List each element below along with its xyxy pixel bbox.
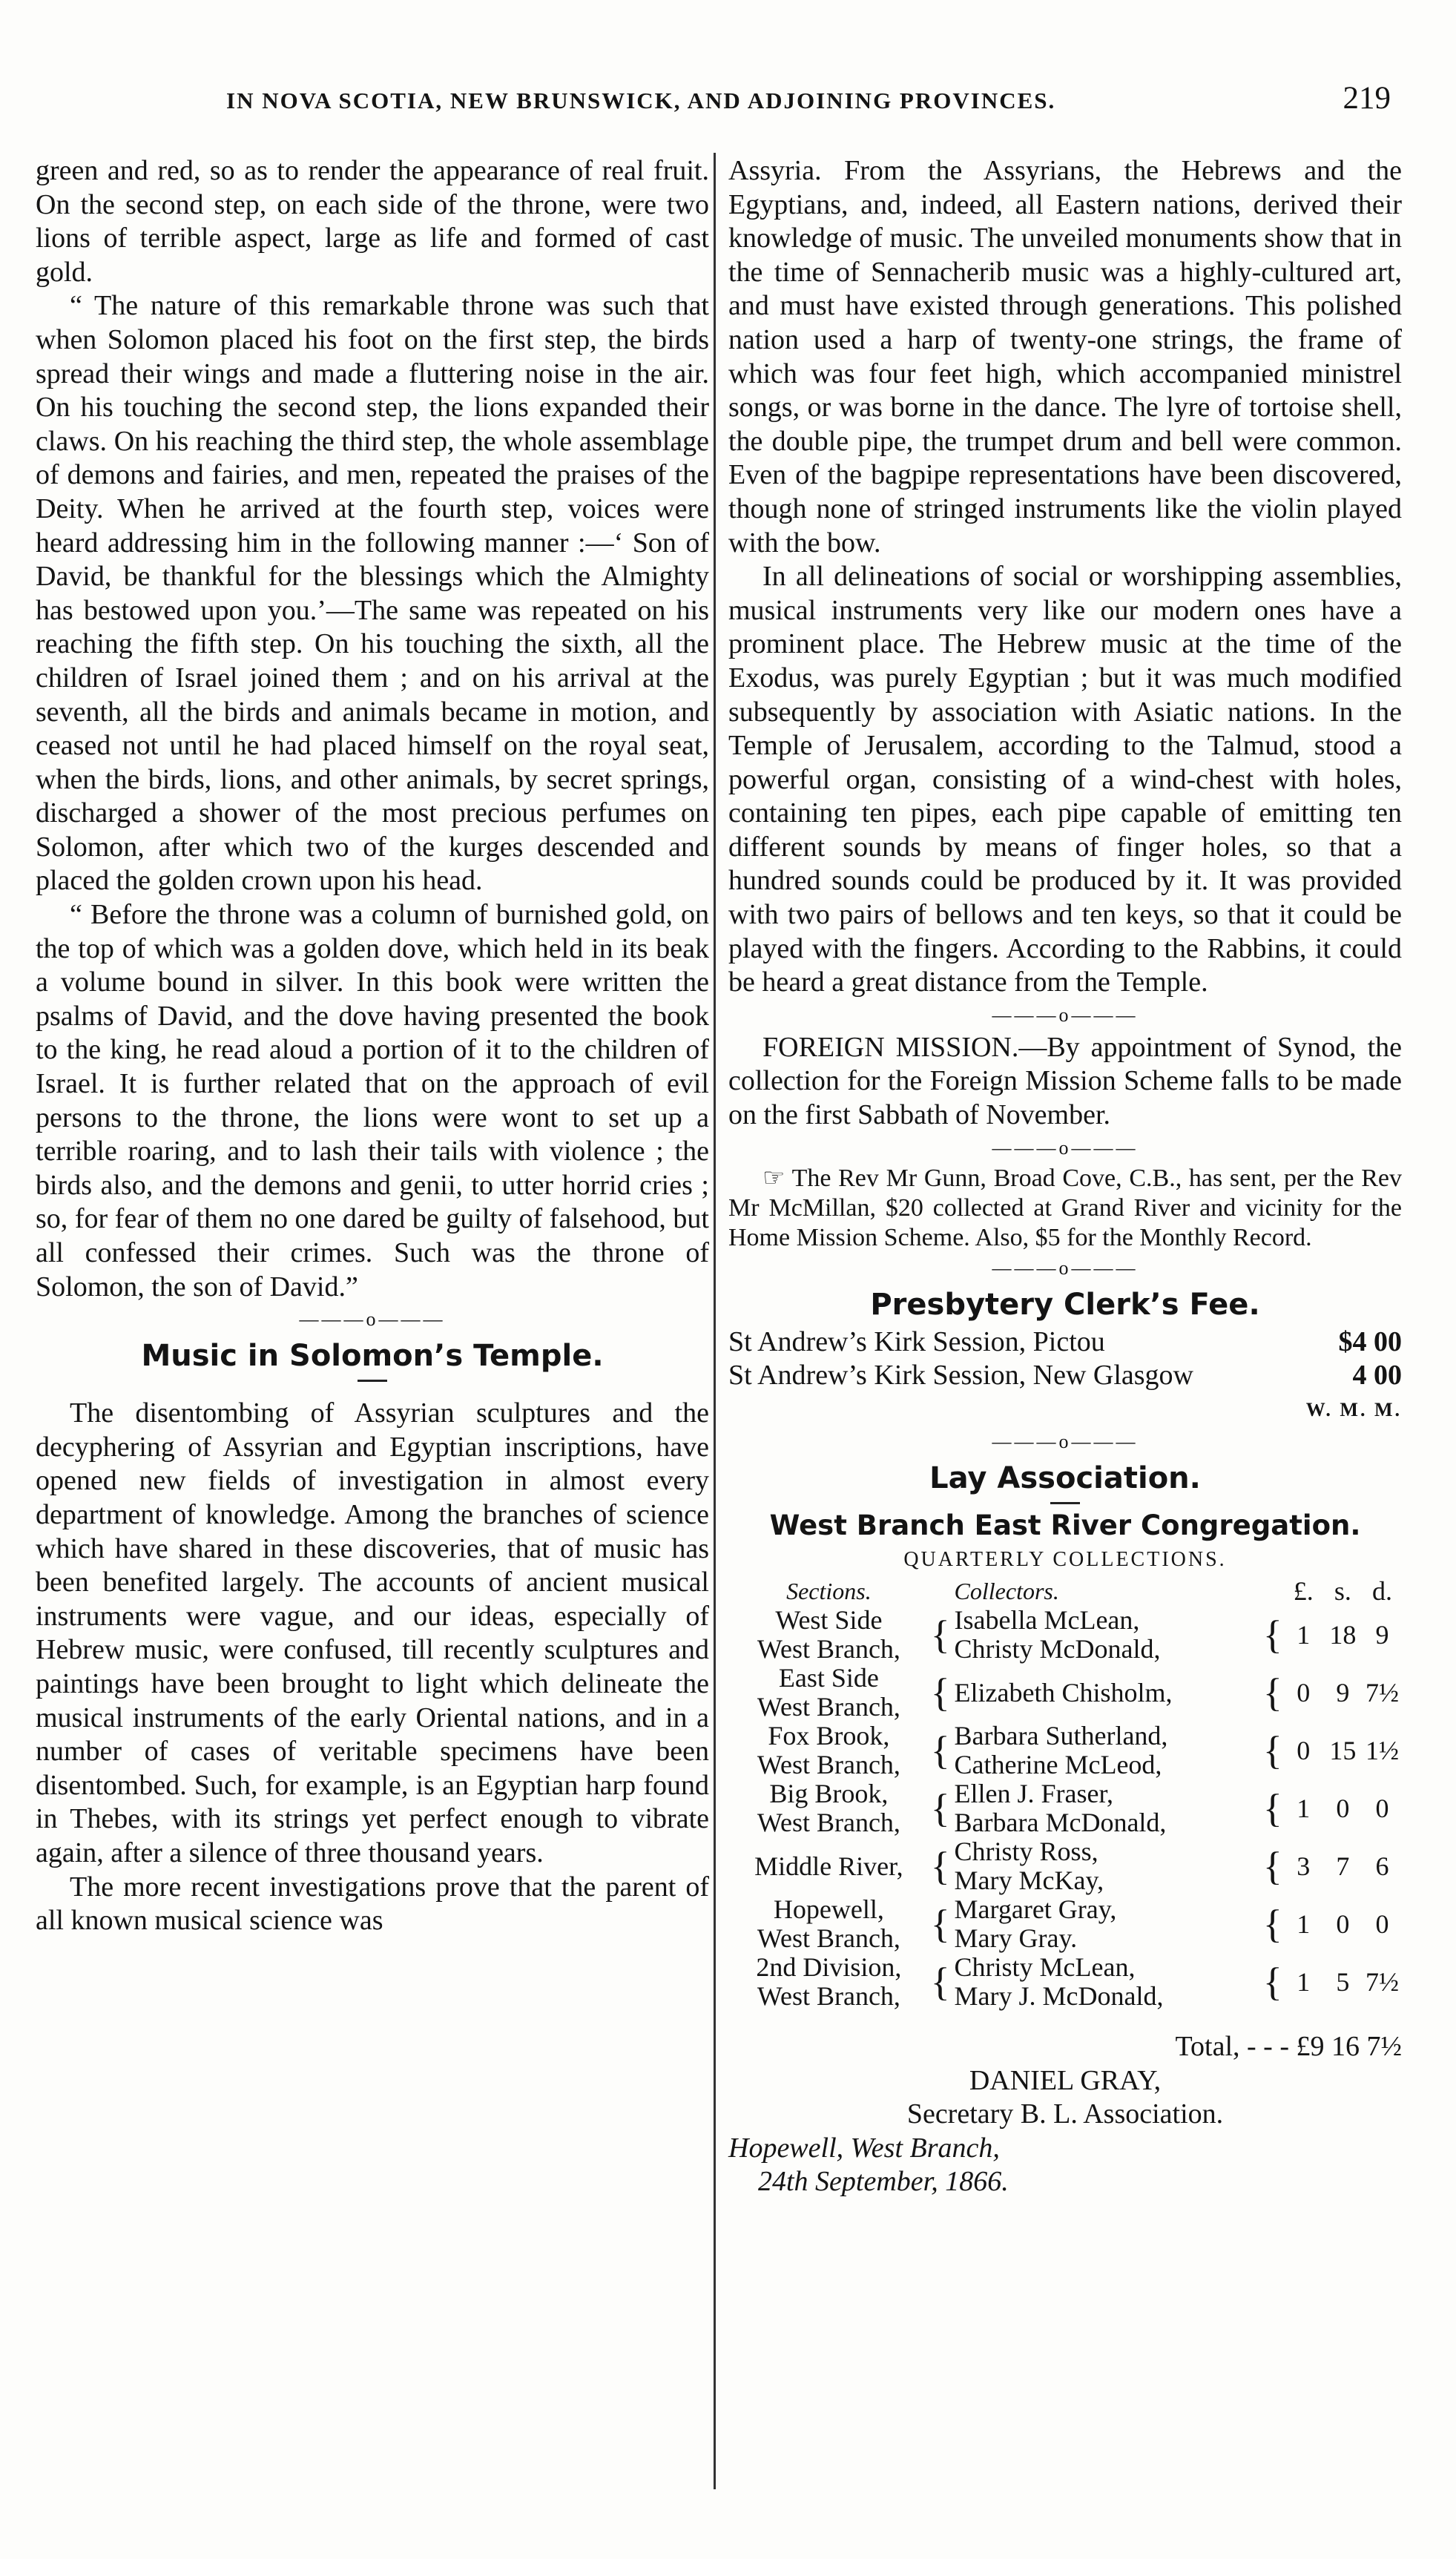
brace: { (930, 1670, 950, 1715)
col-header-pounds: £. (1293, 1576, 1314, 1606)
section-divider: ———o——— (992, 1257, 1139, 1279)
dateline-place: Hopewell, West Branch, (728, 2132, 1000, 2164)
col-header-shillings: s. (1334, 1576, 1351, 1606)
collector-names (952, 1895, 1262, 1953)
section-name (728, 1837, 929, 1895)
collector-names-line: Ellen J. Fraser, (954, 1779, 1114, 1808)
col-header-pence: d. (1371, 1576, 1392, 1606)
brace: { (1262, 1901, 1282, 1946)
brace: { (930, 1785, 950, 1831)
section-divider: ———o——— (992, 1004, 1139, 1026)
amount-pence-line: 0 (1375, 1908, 1389, 1939)
section-divider: ———o——— (992, 1431, 1139, 1453)
collector-names (952, 1953, 1262, 2011)
amount-shillings-line: 18 (1329, 1619, 1357, 1650)
collector-names-line: Mary Gray. (954, 1923, 1078, 1953)
section-name-line: West Branch, (757, 1923, 900, 1953)
amount-shillings-line: 9 (1336, 1677, 1350, 1707)
section-name-line: West Branch, (757, 1981, 900, 2011)
collector-names-line: Barbara Sutherland, (954, 1721, 1168, 1751)
dateline-date: 24th September, 1866. (758, 2166, 1009, 2198)
paragraph: green and red, so as to render the appearance of real fruit. On the second step, on each side of the throne, were two lions of terrible aspect, large as life and formed of cast gold. (36, 155, 709, 288)
collector-names (952, 1779, 1262, 1837)
collector-names-line: Mary J. McDonald, (954, 1981, 1164, 2011)
brace: { (930, 1728, 950, 1773)
amount-shillings (1323, 1895, 1363, 1953)
section-name-line: West Side (775, 1605, 883, 1635)
amount-shillings-line: 0 (1336, 1793, 1350, 1823)
section-name-line: Middle River, (754, 1851, 903, 1881)
amount-pounds (1284, 1606, 1323, 1664)
paragraph: “ Before the throne was a column of burnished gold, on the top of which was a golden dove, which held in its beak a volume bound in silver. In this book were written the psalms of David, and the dove having presented the book to the king, he read aloud a portion of it to the children of Israel. It is further related that on the approach of evil persons to the throne, the lions were wont to set up a terrible roaring, and to lash their tails with violence ; the birds also, and the demons and genii, to utter horrid cries ; so, for fear of them no one dared be guilty of falsehood, but all confessed their crimes. Such was the throne of Solomon, the son of David.” (36, 899, 709, 1302)
amount-pounds (1284, 1837, 1323, 1895)
amount-pence (1363, 1779, 1402, 1837)
fee-name: St Andrew’s Kirk Session, Pictou (728, 1325, 1105, 1357)
amount-shillings (1323, 1779, 1363, 1837)
amount-pence-line: 7½ (1365, 1677, 1399, 1707)
right-column (728, 154, 1402, 2199)
collections-total: Total, - - - £9 16 7½ (1175, 2031, 1402, 2062)
collector-names-line: Elizabeth Chisholm, (954, 1677, 1173, 1707)
table-row (728, 1722, 1402, 1779)
congregation-title: West Branch East River Congregation. (769, 1509, 1361, 1542)
collector-names (952, 1606, 1262, 1664)
amount-pence-line: 6 (1375, 1851, 1389, 1881)
title-rule (1050, 1502, 1080, 1504)
article-title: Music in Solomon’s Temple. (141, 1339, 604, 1374)
brace: { (930, 1612, 950, 1657)
collector-names-line: Mary McKay, (954, 1865, 1104, 1895)
section-name-line: East Side (778, 1663, 879, 1693)
amount-pounds-line: 0 (1297, 1677, 1311, 1707)
fee-row (728, 1359, 1402, 1393)
brace: { (1262, 1843, 1282, 1888)
section-name-line: Big Brook, (769, 1779, 889, 1808)
collector-names (952, 1722, 1262, 1779)
fee-amount: 4 00 (1352, 1360, 1402, 1392)
table-row (728, 1779, 1402, 1837)
section-name-line: Fox Brook, (768, 1721, 890, 1751)
amount-shillings-line: 15 (1329, 1735, 1357, 1765)
brace: { (930, 1901, 950, 1946)
signer-title: Secretary B. L. Association. (906, 2098, 1224, 2130)
section-name-line: Hopewell, (773, 1894, 884, 1924)
fee-signature: W. M. M. (1305, 1398, 1402, 1420)
section-name-line: 2nd Division, (756, 1952, 902, 1982)
brace: { (1262, 1959, 1282, 2004)
title-rule (358, 1380, 387, 1382)
amount-shillings (1323, 1837, 1363, 1895)
paragraph: In all delineations of social or worshipping assemblies, musical instruments very like our modern ones have a prominent place. The Hebrew music at the time of the Exodus, was purely Egyptian ; but it was much modified subsequently by association with Asiatic nations. In the Temple of Jerusalem, according to the Talmud, stood a powerful organ, consisting of a wind-chest with holes, containing ten pipes, each pipe capable of emitting ten different sounds by means of finger holes, so that a hundred sounds could be produced by it. It was provided with two pairs of bellows and ten keys, so that it could be played with the fingers. According to the Rabbins, it could be heard a great distance from the Temple. (728, 561, 1402, 998)
amount-pence (1363, 1664, 1402, 1722)
collector-names (952, 1837, 1262, 1895)
amount-pounds-line: 1 (1297, 1793, 1311, 1823)
section-name (728, 1606, 929, 1664)
paragraph: The more recent investigations prove that the parent of all known musical science was (36, 1871, 709, 1937)
amount-pence-line: 1½ (1365, 1735, 1399, 1765)
brace: { (1262, 1728, 1282, 1773)
amount-pence (1363, 1895, 1402, 1953)
paragraph: “ The nature of this remarkable throne was such that when Solomon placed his foot on the first step, the birds spread their wings and made a fluttering noise in the air. On his touching the second step, the lions expanded their claws. On his reaching the third step, the whole assemblage of demons and fairies, and men, repeated the praises of the Deity. When he arrived at the fourth step, voices were heard addressing him in the following manner :—‘ Son of David, be thankful for the blessings which the Almighty has bestowed upon you.’—The same was repeated on his reaching the fifth step. On his touching the sixth, all the children of Israel joined them ; and on his arrival at the seventh, all the birds and animals became in motion, and ceased not until he had placed himself on the royal seat, when the birds, lions, and other animals, by secret springs, discharged a shower of the most precious perfumes on Solomon, after which two of the kurges descended and placed the golden crown upon his head. (36, 290, 709, 897)
brace: { (930, 1959, 950, 2004)
section-name-line: West Branch, (757, 1808, 900, 1837)
table-row (728, 1953, 1402, 2011)
collector-names (952, 1664, 1262, 1722)
table-row (728, 1837, 1402, 1895)
col-header-sections: Sections. (786, 1578, 872, 1604)
section-name (728, 1779, 929, 1837)
col-header-collectors: Collectors. (954, 1578, 1059, 1604)
section-divider: ———o——— (299, 1308, 446, 1331)
amount-pence-line: 9 (1375, 1619, 1389, 1650)
amount-pounds-line: 1 (1297, 1966, 1311, 1997)
collections-rows (728, 1606, 1402, 2011)
collections-table (728, 1577, 1402, 1606)
section-name-line: West Branch, (757, 1634, 900, 1664)
amount-shillings-line: 7 (1336, 1851, 1350, 1881)
fee-name: St Andrew’s Kirk Session, New Glasgow (728, 1360, 1193, 1392)
amount-shillings (1323, 1722, 1363, 1779)
table-row (728, 1895, 1402, 1953)
signer-name: DANIEL GRAY, (969, 2064, 1162, 2096)
amount-pounds (1284, 1779, 1323, 1837)
amount-pounds (1284, 1722, 1323, 1779)
amount-shillings (1323, 1953, 1363, 2011)
fee-title: Presbytery Clerk’s Fee. (870, 1287, 1260, 1322)
brace: { (930, 1843, 950, 1888)
table-header-row (728, 1577, 1402, 1606)
amount-pence (1363, 1953, 1402, 2011)
foreign-mission-notice: FOREIGN MISSION.—By appointment of Synod, the collection for the Foreign Mission Scheme falls to be made on the first Sabbath of November. (728, 1031, 1402, 1131)
amount-pounds-line: 3 (1297, 1851, 1311, 1881)
lay-title: Lay Association. (929, 1461, 1201, 1496)
section-name (728, 1664, 929, 1722)
section-name-line: West Branch, (757, 1750, 900, 1779)
table-row (728, 1664, 1402, 1722)
collector-names-line: Christy McLean, (954, 1952, 1136, 1982)
amount-pence (1363, 1837, 1402, 1895)
fee-row (728, 1325, 1402, 1360)
amount-pence-line: 0 (1375, 1793, 1389, 1823)
collector-names-line: Barbara McDonald, (954, 1808, 1167, 1837)
brace: { (1262, 1785, 1282, 1831)
section-name-line: West Branch, (757, 1692, 900, 1722)
left-column (36, 154, 709, 1938)
amount-pounds (1284, 1953, 1323, 2011)
section-name (728, 1722, 929, 1779)
amount-shillings-line: 5 (1336, 1966, 1350, 1997)
brace: { (1262, 1612, 1282, 1657)
amount-pounds-line: 1 (1297, 1619, 1311, 1650)
amount-pounds (1284, 1664, 1323, 1722)
amount-shillings (1323, 1664, 1363, 1722)
gunn-notice: ☞ The Rev Mr Gunn, Broad Cove, C.B., has sent, per the Rev Mr McMillan, $20 collected at Grand River and vicinity for the Home Mission Scheme. Also, $5 for the Monthly Record. (728, 1164, 1402, 1251)
paragraph: Assyria. From the Assyrians, the Hebrews and the Egyptians, and, indeed, all Eastern nations, derived their knowledge of music. The unveiled monuments show that in the time of Sennacherib music was a highly-cultured art, and must have existed through generations. This polished nation used a harp of twenty-one strings, the frame of which was four feet high, which accompanied ministrel songs, or was borne in the dance. The lyre of tortoise shell, the double pipe, the trumpet drum and bell were common. Even of the bagpipe representations have been discovered, though none of stringed instruments like the violin played with the bow. (728, 155, 1402, 559)
collector-names-line: Christy Ross, (954, 1837, 1098, 1866)
page-number: 219 (1343, 81, 1391, 116)
section-name (728, 1953, 929, 2011)
collector-names-line: Christy McDonald, (954, 1634, 1161, 1664)
running-head: IN NOVA SCOTIA, NEW BRUNSWICK, AND ADJOINING PROVINCES. (226, 88, 1056, 113)
amount-pounds (1284, 1895, 1323, 1953)
amount-pounds-line: 0 (1297, 1735, 1311, 1765)
amount-pounds-line: 1 (1297, 1908, 1311, 1939)
table-row (728, 1606, 1402, 1664)
amount-shillings-line: 0 (1336, 1908, 1350, 1939)
page-header (30, 80, 1426, 125)
amount-pence (1363, 1606, 1402, 1664)
amount-pence-line: 7½ (1365, 1966, 1399, 1997)
quarterly-heading: QUARTERLY COLLECTIONS. (903, 1548, 1227, 1572)
fee-amount: $4 00 (1338, 1325, 1402, 1357)
column-rule (714, 153, 716, 2489)
paragraph: The disentombing of Assyrian sculptures and the decyphering of Assyrian and Egyptian inscriptions, have opened new fields of investigation in almost every department of knowledge. Among the branches of science which have shared in these discoveries, that of music has been benefited largely. The accounts of ancient musical instruments were vague, and our ideas, especially of Hebrew music, were confused, till recently sculptures and paintings have been brought to light which delineate the musical instruments of the early Oriental nations, and in a number of cases of veritable specimens have been disentombed. Such, for example, is an Egyptian harp found in Thebes, with its strings yet perfect enough to vibrate again, after a silence of three thousand years. (36, 1397, 709, 1868)
amount-shillings (1323, 1606, 1363, 1664)
brace: { (1262, 1670, 1282, 1715)
section-divider: ———o——— (992, 1136, 1139, 1159)
collector-names-line: Margaret Gray, (954, 1894, 1117, 1924)
collector-names-line: Isabella McLean, (954, 1605, 1140, 1635)
section-name (728, 1895, 929, 1953)
amount-pence (1363, 1722, 1402, 1779)
collector-names-line: Catherine McLeod, (954, 1750, 1162, 1779)
